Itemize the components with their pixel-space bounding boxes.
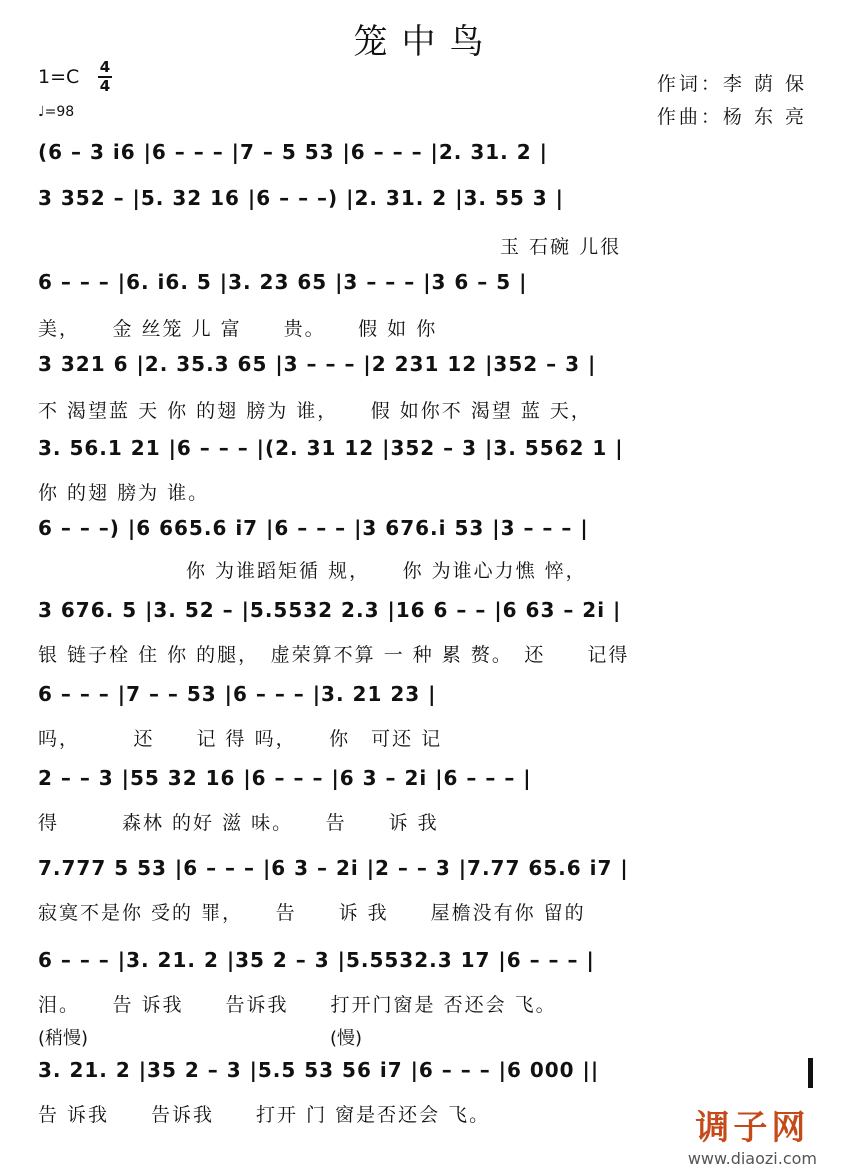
watermark <box>688 1100 817 1168</box>
score-line: 7.777 5 53 |6 – – – |6 3 – 2i |2 – – 3 |7.77 65.6 i7 | <box>38 856 629 880</box>
meter-bottom: 4 <box>99 77 111 95</box>
tempo-mark-slow: (慢) <box>330 1028 363 1049</box>
lyric-line: 你 为谁蹈矩循 规， 你 为谁心力憔 悴， <box>186 560 587 582</box>
watermark-name: 调子网 <box>695 1108 810 1148</box>
lyric-line: 告 诉我 告诉我 打开 门 窗是否还会 飞。 <box>38 1104 491 1126</box>
score-line: (6 – 3 i6 |6 – – – |7 – 5 53 |6 – – – |2. 31. 2 | <box>38 140 548 164</box>
score-line: 3 321 6 |2. 35.3 65 |3 – – – |2 231 12 |352 – 3 | <box>38 352 597 376</box>
lyricist-credit: 作词：李 荫 保 <box>656 73 807 95</box>
score-line: 6 – – – |6. i6. 5 |3. 23 65 |3 – – – |3 6 – 5 | <box>38 270 528 294</box>
lyric-line: 得 森林 的好 滋 味。 告 诉 我 <box>38 812 439 834</box>
credits <box>657 68 807 134</box>
score-line: 3. 56.1 21 |6 – – – |(2. 31 12 |352 – 3 |3. 5562 1 | <box>38 436 624 460</box>
lyric-line: 吗， 还 记 得 吗， 你 可还 记 <box>38 728 443 750</box>
song-title: 笼中鸟 <box>353 22 498 62</box>
lyric-line: 美， 金 丝笼 儿 富 贵。 假 如 你 <box>38 318 438 340</box>
tempo-mark-slightly-slow: (稍慢) <box>38 1028 89 1049</box>
time-signature <box>98 60 112 94</box>
score-line: 3 676. 5 |3. 52 – |5.5532 2.3 |16 6 – – |6 63 – 2i | <box>38 598 622 622</box>
watermark-url: www.diaozi.com <box>687 1149 817 1168</box>
score-line: 6 – – – |3. 21. 2 |35 2 – 3 |5.5532.3 17 |6 – – – | <box>38 948 595 972</box>
tempo-marking: ♩=98 <box>38 104 75 120</box>
composer-credit: 作曲：杨 东 亮 <box>656 106 807 128</box>
score-line: 2 – – 3 |55 32 16 |6 – – – |6 3 – 2i |6 – – – | <box>38 766 532 790</box>
final-barline <box>808 1058 813 1088</box>
lyric-line: 不 渴望蓝 天 你 的翅 膀为 谁， 假 如你不 渴望 蓝 天， <box>38 400 592 422</box>
key-signature: 1=C <box>38 66 80 88</box>
score-line: 6 – – – |7 – – 53 |6 – – – |3. 21 23 | <box>38 682 437 706</box>
lyric-line: 银 链子栓 住 你 的腿， 虚荣算不算 一 种 累 赘。 还 记得 <box>38 644 630 666</box>
lyric-line: 玉 石碗 儿很 <box>500 236 622 258</box>
lyric-line: 泪。 告 诉我 告诉我 打开门窗是 否还会 飞。 <box>38 994 557 1016</box>
score-line: 3. 21. 2 |35 2 – 3 |5.5 53 56 i7 |6 – – – |6 000 || <box>38 1058 600 1082</box>
score-line: 3 352 – |5. 32 16 |6 – – –) |2. 31. 2 |3. 55 3 | <box>38 186 564 210</box>
meter-top: 4 <box>99 58 111 76</box>
lyric-line: 寂寞不是你 受的 罪， 告 诉 我 屋檐没有你 留的 <box>38 902 586 924</box>
lyric-line: 你 的翅 膀为 谁。 <box>38 482 210 504</box>
score-line: 6 – – –) |6 665.6 i7 |6 – – – |3 676.i 53 |3 – – – | <box>38 516 589 540</box>
